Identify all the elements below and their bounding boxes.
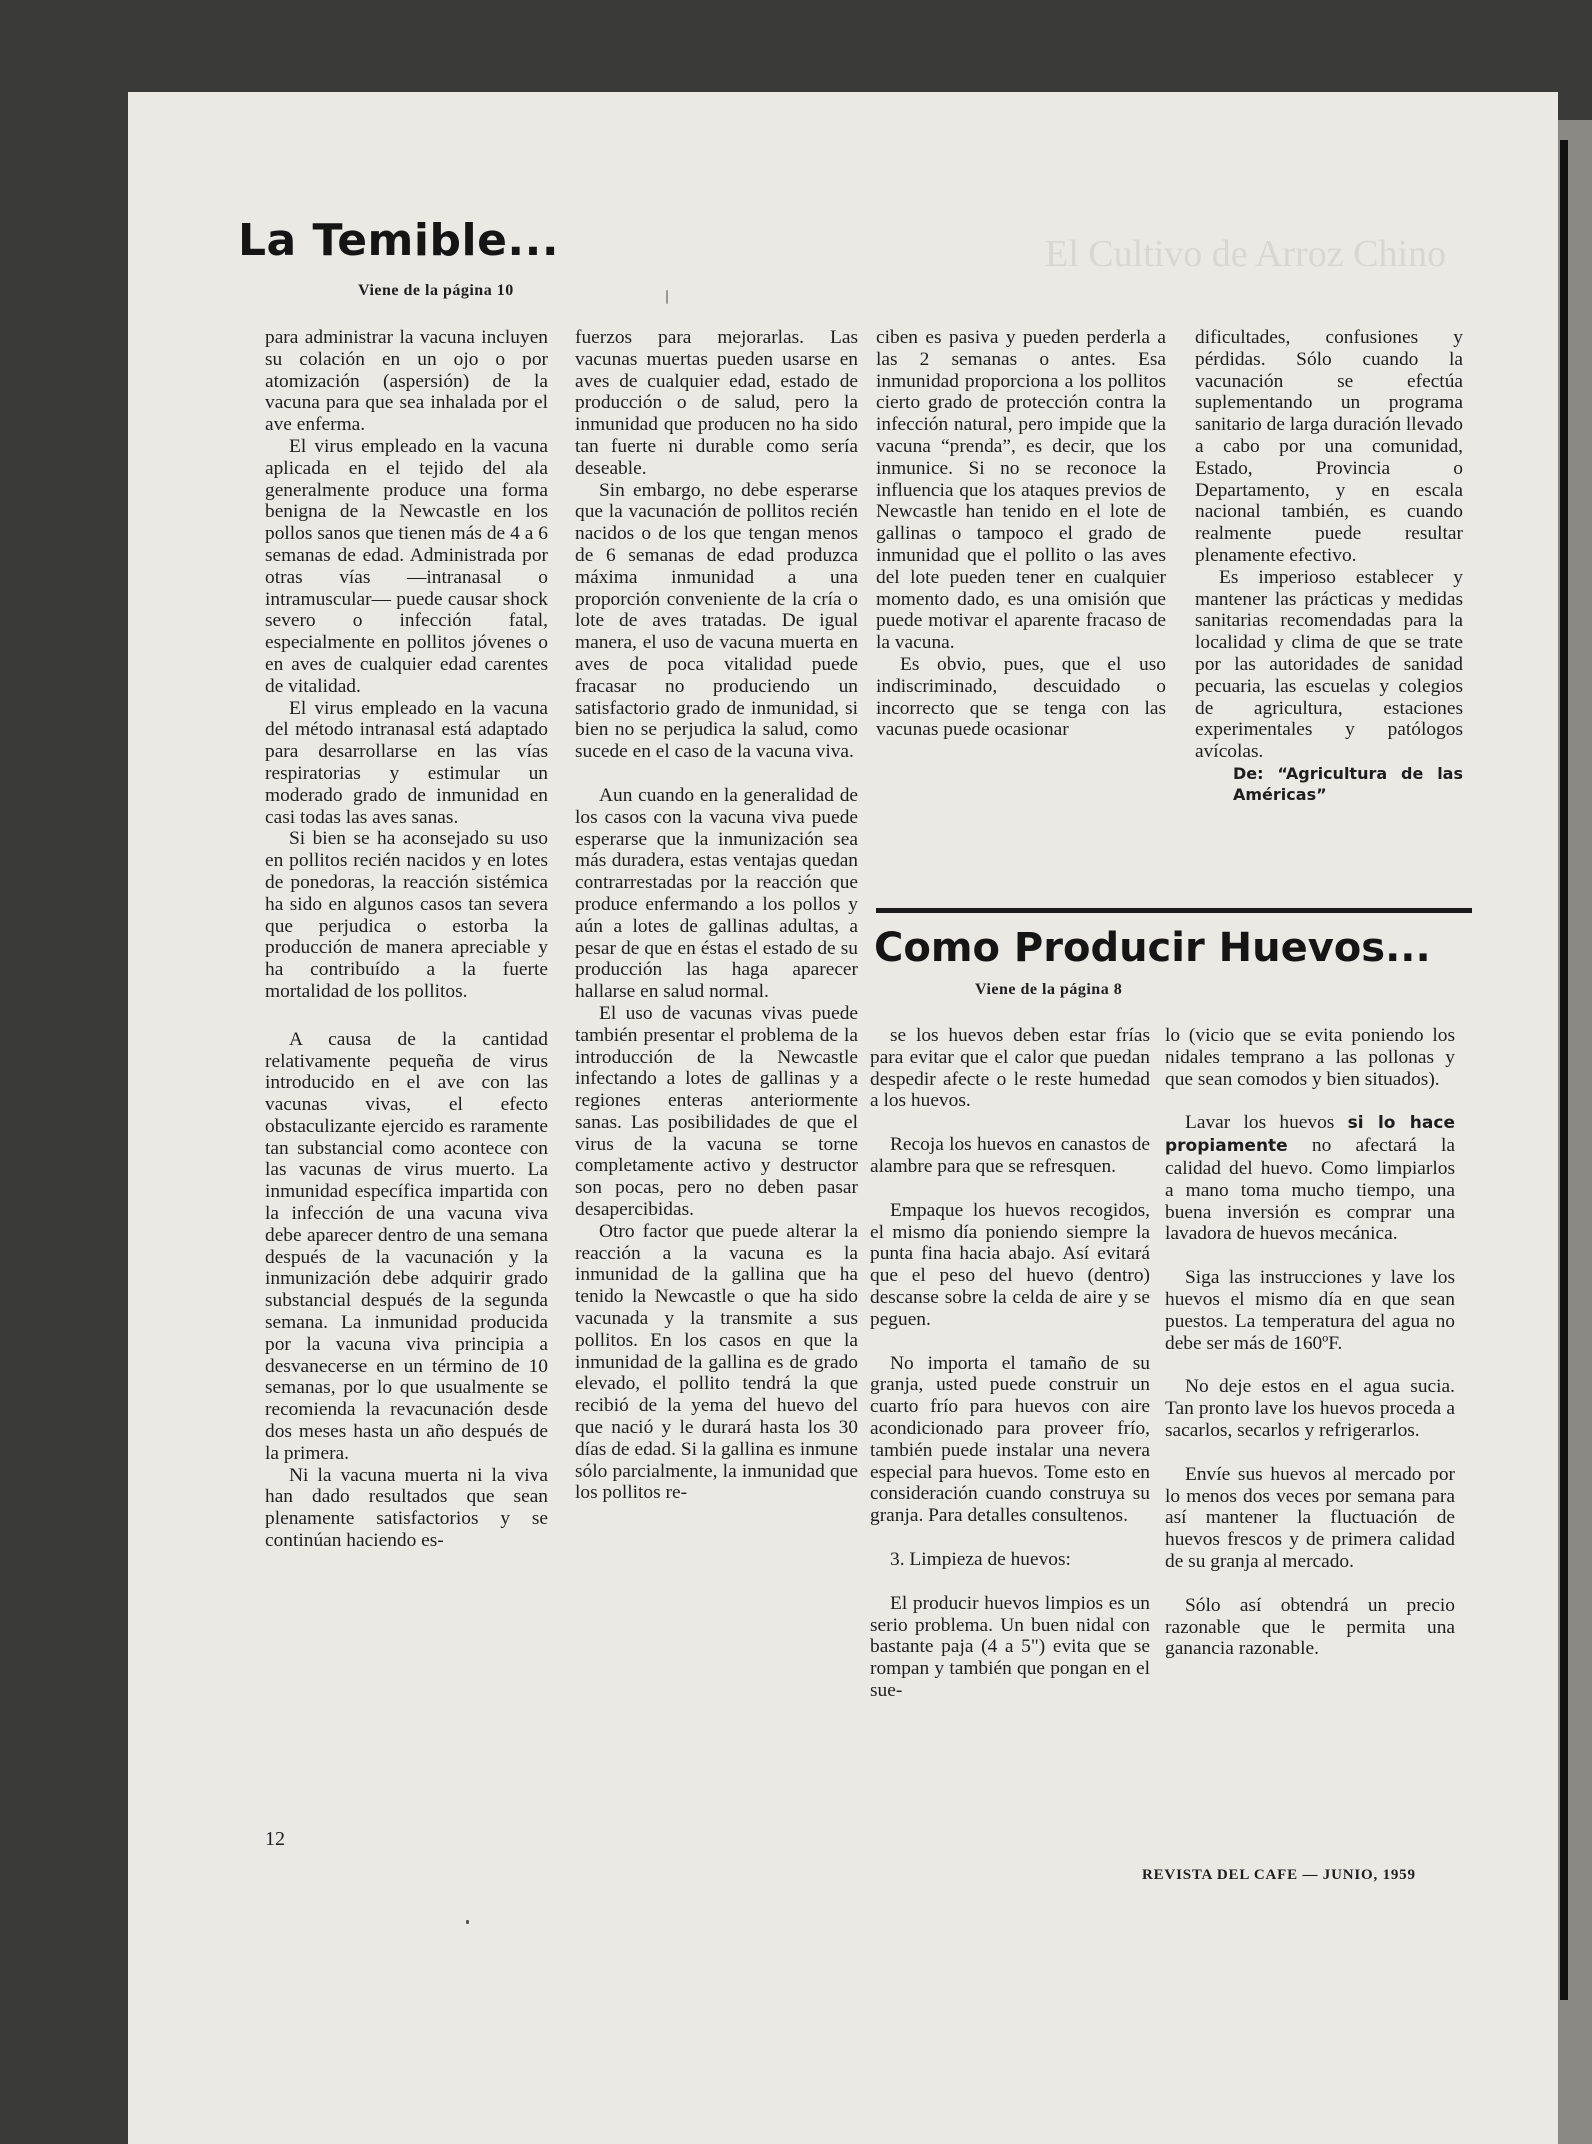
paragraph: A causa de la cantidad relativamente pequeña de virus introducido en el ave con las vacunas vivas, el efecto obstaculizante ejercido es raramente tan substancial como acontece con las vacunas de virus muerto. La inmunidad específica impartida con la infección de una vacuna viva debe aparecer dentro de una semana después de la vacunación y la inmunización debe adquirir grado substancial después de la segunda semana. La inmunidad producida por la vacuna viva principia a desvanecerse en un término de 10 semanas, por lo que usualmente se recomienda la revacunación desde dos meses hasta un año después de la primera. bbox=[265, 1028, 548, 1464]
paragraph: Sólo así obtendrá un precio razonable que le permita una ganancia razonable. bbox=[1165, 1594, 1455, 1660]
text-run: no afectará la calidad del huevo. Como limpiarlos a mano toma mucho tiempo, una buena inversión es comprar una lavadora de huevos mecánica. bbox=[1165, 1135, 1455, 1245]
paragraph: Empaque los huevos recogidos, el mismo día poniendo siempre la punta fina hacia abajo. Así evitará que el peso del huevo (dentro) descanse sobre la celda de aire y se peguen. bbox=[870, 1199, 1150, 1330]
paragraph: El uso de vacunas vivas puede también presentar el problema de la introducción de la Newcastle infectando a lotes de gallinas y a regiones enteras anteriormente sanas. Las posibilidades de que el virus de la vacuna se torne completamente activo y destructor son pocas, pero no deben pasar desapercibidas. bbox=[575, 1002, 858, 1221]
article1-column-3 bbox=[876, 327, 1166, 741]
print-speck bbox=[466, 1920, 469, 1924]
section-heading: 3. Limpieza de huevos: bbox=[890, 1548, 1071, 1570]
text-run: Lavar los huevos bbox=[1185, 1112, 1348, 1134]
page-spine-shadow bbox=[1560, 140, 1568, 2000]
page-number: 12 bbox=[265, 1828, 285, 1850]
running-footer: REVISTA DEL CAFE — JUNIO, 1959 bbox=[1142, 1867, 1416, 1883]
paragraph: No deje estos en el agua sucia. Tan pronto lave los huevos proceda a sacarlos, secarlos y refrigerarlos. bbox=[1165, 1376, 1455, 1441]
bleed-through-heading: El Cultivo de Arroz Chino bbox=[1045, 233, 1447, 275]
paragraph: dificultades, confusiones y pérdidas. Sólo cuando la vacunación se efectúa suplementando un programa sanitario de larga duración llevado a cabo por una comunidad, Estado, Provincia o Departamento, y en escala nacional también, es cuando realmente puede resultar plenamente efectivo. bbox=[1195, 327, 1463, 566]
paragraph: se los huevos deben estar frías para evitar que el calor que puedan despedir afecte o le reste humedad a los huevos. bbox=[870, 1025, 1150, 1112]
article1-column-4 bbox=[1195, 327, 1463, 805]
paragraph: Sin embargo, no debe esperarse que la vacunación de pollitos recién nacidos o de los que tengan menos de 6 semanas de edad produzca máxima inmunidad a una proporción conveniente de la cría o lote de aves tratadas. De igual manera, el uso de vacuna muerta en aves de poca vitalidad puede fracasar no produciendo un satisfactorio grado de inmunidad, si bien no se perjudica la salud, como sucede en el caso de la vacuna viva. bbox=[575, 479, 858, 763]
continued-from-note: Viene de la página 8 bbox=[975, 981, 1123, 998]
paragraph: ciben es pasiva y pueden perderla a las 2 semanas o antes. Esa inmunidad proporciona a los pollitos cierto grado de protección contra la infección natural, pero impide que la vacuna “prenda”, es decir, que los inmunice. Si no se reconoce la influencia que los ataques previos de Newcastle han tenido en el lote de gallinas o tampoco el grado de inmunidad que el pollito o las aves del lote pueden tener en cualquier momento dado, es una omisión que puede motivar el aparente fracaso de la vacuna. bbox=[876, 327, 1166, 654]
paragraph: Aun cuando en la generalidad de los casos con la vacuna viva puede esperarse que la inmunización sea más duradera, estas ventajas quedan contrarrestadas por la reacción que produce enfermando a los pollos y aún a lotes de gallinas adultas, a pesar de que en éstas el estado de su producción las haga aparecer hallarse en salud normal. bbox=[575, 784, 858, 1003]
paragraph-wash bbox=[1165, 1112, 1455, 1245]
article1-column-2 bbox=[575, 327, 858, 1504]
paragraph: Otro factor que puede alterar la reacción a la vacuna es la inmunidad de la gallina que ha tenido la Newcastle o que ha sido vacunada y la transmite a sus pollitos. En los casos en que la inmunidad de la gallina es de grado elevado, el pollito tendrá la que recibió de la yema del huevo del que nació y le durará hasta los 30 días de edad. Si la gallina es inmune sólo parcialmente, la inmunidad que los pollitos re- bbox=[575, 1220, 858, 1504]
paragraph: El virus empleado en la vacuna del método intranasal está adaptado para desarrollarse en las vías respiratorias y estimular un moderado grado de inmunidad en casi todas las aves sanas. bbox=[265, 697, 548, 828]
paragraph: Es obvio, pues, que el uso indiscriminado, descuidado o incorrecto que se tenga con las vacunas puede ocasionar bbox=[876, 653, 1166, 741]
continued-from-note: Viene de la página 10 bbox=[358, 282, 514, 299]
paragraph: No importa el tamaño de su granja, usted puede construir un cuarto frío para huevos con aire acondicionado para proveer frío, también puede instalar una nevera especial para huevos. Tome esto en consideración cuando construya su granja. Para detalles consultenos. bbox=[870, 1352, 1150, 1527]
article2-column-1 bbox=[870, 1025, 1150, 1702]
section-divider bbox=[876, 908, 1472, 913]
paragraph: Envíe sus huevos al mercado por lo menos dos veces por semana para así mantener la fluctuación de huevos frescos y de primera calidad de su granja al mercado. bbox=[1165, 1463, 1455, 1572]
article-title-la-temible: La Temible... bbox=[238, 215, 560, 266]
paragraph: lo (vicio que se evita poniendo los nidales temprano a las pollonas y que sean comodos y bien situados). bbox=[1165, 1025, 1455, 1090]
paragraph: El virus empleado en la vacuna aplicada en el tejido del ala generalmente produce una forma benigna de la Newcastle en los pollos sanos que tienen más de 4 a 6 semanas de edad. Administrada por otras vías —intranasal o intramuscular— puede causar shock severo o infección fatal, especialmente en pollitos jóvenes o en aves de cualquier edad carentes de vitalidad. bbox=[265, 435, 548, 697]
paragraph: Es imperioso establecer y mantener las prácticas y medidas sanitarias recomendadas para la localidad y clima de que se trate por las autoridades de sanidad pecuaria, las escuelas y colegios de agricultura, estaciones experimentales y patólogos avícolas. bbox=[1195, 566, 1463, 763]
article2-column-2 bbox=[1165, 1025, 1455, 1660]
print-speck bbox=[666, 290, 668, 304]
article1-column-1 bbox=[265, 327, 548, 1552]
emphasis-text: si lo hace propiamente bbox=[1165, 1113, 1455, 1157]
paragraph: fuerzos para mejorarlas. Las vacunas muertas pueden usarse en aves de cualquier edad, estado de producción o de salud, pero la inmunidad que producen no ha sido tan fuerte ni durable como sería deseable. bbox=[575, 327, 858, 479]
paragraph: El producir huevos limpios es un serio problema. Un buen nidal con bastante paja (4 a 5") evita que se rompan y también que pongan en el sue- bbox=[870, 1592, 1150, 1701]
paragraph: Ni la vacuna muerta ni la viva han dado resultados que sean plenamente satisfactorios y se continúan haciendo es- bbox=[265, 1464, 548, 1552]
article-source-credit: De: “Agricultura de las Américas” bbox=[1233, 763, 1463, 804]
article-title-como-producir-huevos: Como Producir Huevos... bbox=[874, 925, 1431, 971]
paragraph: Siga las instrucciones y lave los huevos el mismo día en que sean puestos. La temperatura del agua no debe ser más de 160ºF. bbox=[1165, 1267, 1455, 1354]
paragraph: para administrar la vacuna incluyen su colación en un ojo o por atomización (aspersión) de la vacuna para que sea inhalada por el ave enferma. bbox=[265, 327, 548, 436]
paragraph: Recoja los huevos en canastos de alambre para que se refresquen. bbox=[870, 1134, 1150, 1177]
paragraph: Si bien se ha aconsejado su uso en pollitos recién nacidos y en lotes de ponedoras, la reacción sistémica ha sido en algunos casos tan severa que perjudica o estorba la producción de manera apreciable y ha contribuído a la fuerte mortalidad de los pollitos. bbox=[265, 828, 548, 1002]
